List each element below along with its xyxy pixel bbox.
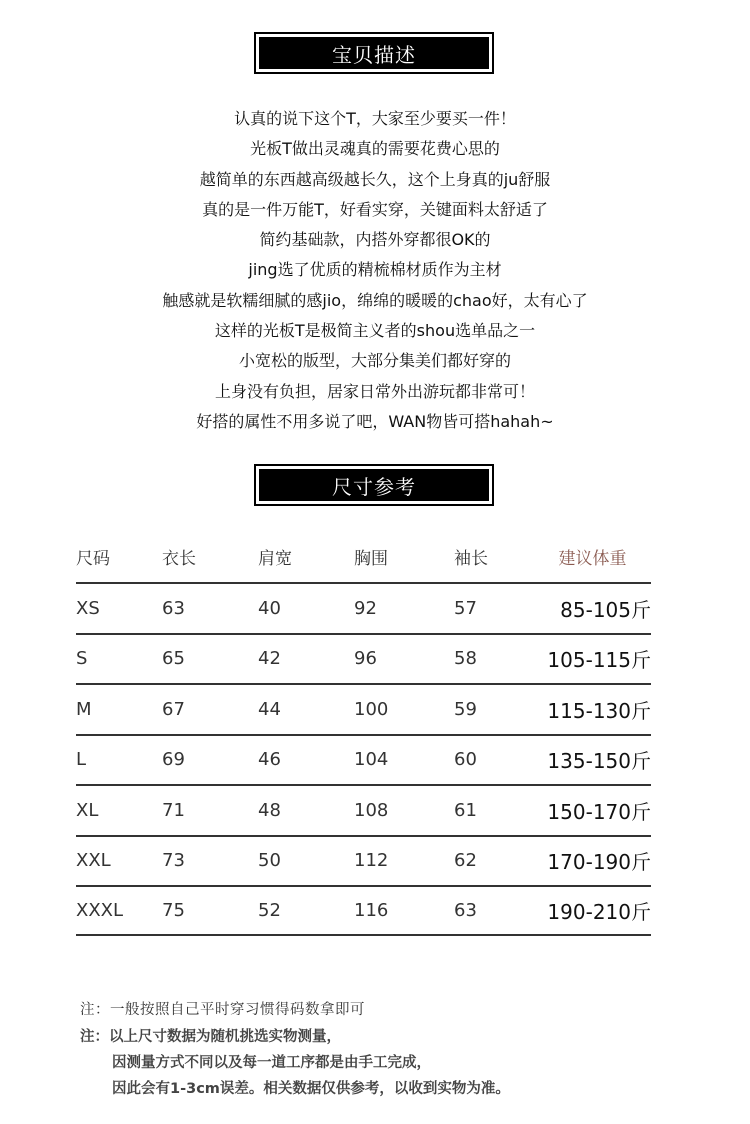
cell-weight: 105-115斤 (547, 648, 651, 673)
header-sleeve: 袖长 (454, 548, 488, 569)
size-table-header (76, 530, 651, 582)
cell-chest: 112 (354, 850, 389, 872)
cell-chest: 96 (354, 648, 377, 670)
cell-sleeve: 60 (454, 749, 477, 771)
header-length: 衣长 (162, 548, 196, 569)
note-tolerance: 因此会有1-3cm误差。相关数据仅供参考，以收到实物为准。 (112, 1081, 510, 1097)
cell-weight: 115-130斤 (547, 698, 651, 723)
cell-weight: 190-210斤 (547, 899, 651, 924)
cell-chest: 116 (354, 899, 389, 921)
cell-shoulder: 52 (258, 899, 281, 921)
description-title-box (254, 32, 494, 74)
cell-length: 63 (162, 597, 185, 619)
cell-shoulder: 40 (258, 597, 281, 619)
cell-sleeve: 57 (454, 597, 477, 619)
cell-length: 67 (162, 698, 185, 720)
table-row (76, 784, 651, 835)
cell-shoulder: 48 (258, 799, 281, 821)
table-row (76, 683, 651, 734)
cell-sleeve: 58 (454, 648, 477, 670)
cell-size: S (76, 648, 88, 670)
cell-size: XXXL (76, 899, 124, 921)
size-table (76, 530, 651, 936)
cell-chest: 100 (354, 698, 389, 720)
header-chest: 胸围 (354, 548, 388, 569)
note-handmade: 因测量方式不同以及每一道工序都是由手工完成， (112, 1055, 431, 1071)
notes (80, 996, 720, 1102)
cell-shoulder: 44 (258, 698, 281, 720)
description-line: 这样的光板T是极简主义者的shou选单品之一 (214, 321, 536, 341)
description-text (0, 104, 750, 437)
cell-chest: 108 (354, 799, 389, 821)
header-shoulder: 肩宽 (258, 548, 292, 569)
description-title: 宝贝描述 (259, 37, 489, 69)
description-line: 上身没有负担，居家日常外出游玩都非常可！ (214, 381, 535, 401)
cell-length: 75 (162, 899, 185, 921)
cell-chest: 104 (354, 749, 389, 771)
description-line: 光板T做出灵魂真的需要花费心思的 (250, 139, 500, 159)
table-row (76, 885, 651, 936)
cell-weight: 150-170斤 (547, 799, 651, 824)
cell-size: XS (76, 597, 100, 619)
cell-size: M (76, 698, 92, 720)
cell-length: 65 (162, 648, 185, 670)
cell-size: L (76, 749, 87, 771)
description-line: 好搭的属性不用多说了吧，WAN物皆可搭hahah~ (196, 411, 554, 431)
cell-shoulder: 46 (258, 749, 281, 771)
cell-weight: 170-190斤 (547, 850, 651, 875)
cell-size: XL (76, 799, 99, 821)
cell-sleeve: 59 (454, 698, 477, 720)
cell-length: 69 (162, 749, 185, 771)
table-row (76, 835, 651, 886)
cell-shoulder: 42 (258, 648, 281, 670)
table-row (76, 633, 651, 684)
description-line: 认真的说下这个T，大家至少要买一件！ (234, 109, 516, 128)
table-row (76, 734, 651, 785)
header-weight: 建议体重 (558, 548, 627, 569)
cell-sleeve: 63 (454, 899, 477, 921)
description-line: 简约基础款，内搭外穿都很OK的 (259, 230, 491, 250)
size-chart-title: 尺寸参考 (259, 469, 489, 501)
cell-length: 73 (162, 850, 185, 872)
description-line: 触感就是软糯细腻的感jio，绵绵的暖暖的chao好，太有心了 (162, 290, 588, 310)
note-fit: 注：一般按照自己平时穿习惯得码数拿即可 (80, 1002, 365, 1018)
cell-size: XXL (76, 850, 111, 872)
table-row (76, 582, 651, 633)
size-chart-title-box (254, 464, 494, 506)
description-line: 越简单的东西越高级越长久，这个上身真的ju舒服 (199, 169, 551, 189)
cell-weight: 85-105斤 (560, 597, 651, 622)
cell-shoulder: 50 (258, 850, 281, 872)
description-line: 真的是一件万能T，好看实穿，关键面料太舒适了 (202, 199, 548, 219)
cell-sleeve: 61 (454, 799, 477, 821)
cell-sleeve: 62 (454, 850, 477, 872)
cell-length: 71 (162, 799, 185, 821)
header-size: 尺码 (76, 548, 110, 569)
cell-chest: 92 (354, 597, 377, 619)
cell-weight: 135-150斤 (547, 749, 651, 774)
description-line: jing选了优质的精梳棉材质作为主材 (248, 260, 502, 280)
description-line: 小宽松的版型，大部分集美们都好穿的 (238, 351, 511, 371)
note-measurement: 注：以上尺寸数据为随机挑选实物测量， (80, 1029, 341, 1045)
